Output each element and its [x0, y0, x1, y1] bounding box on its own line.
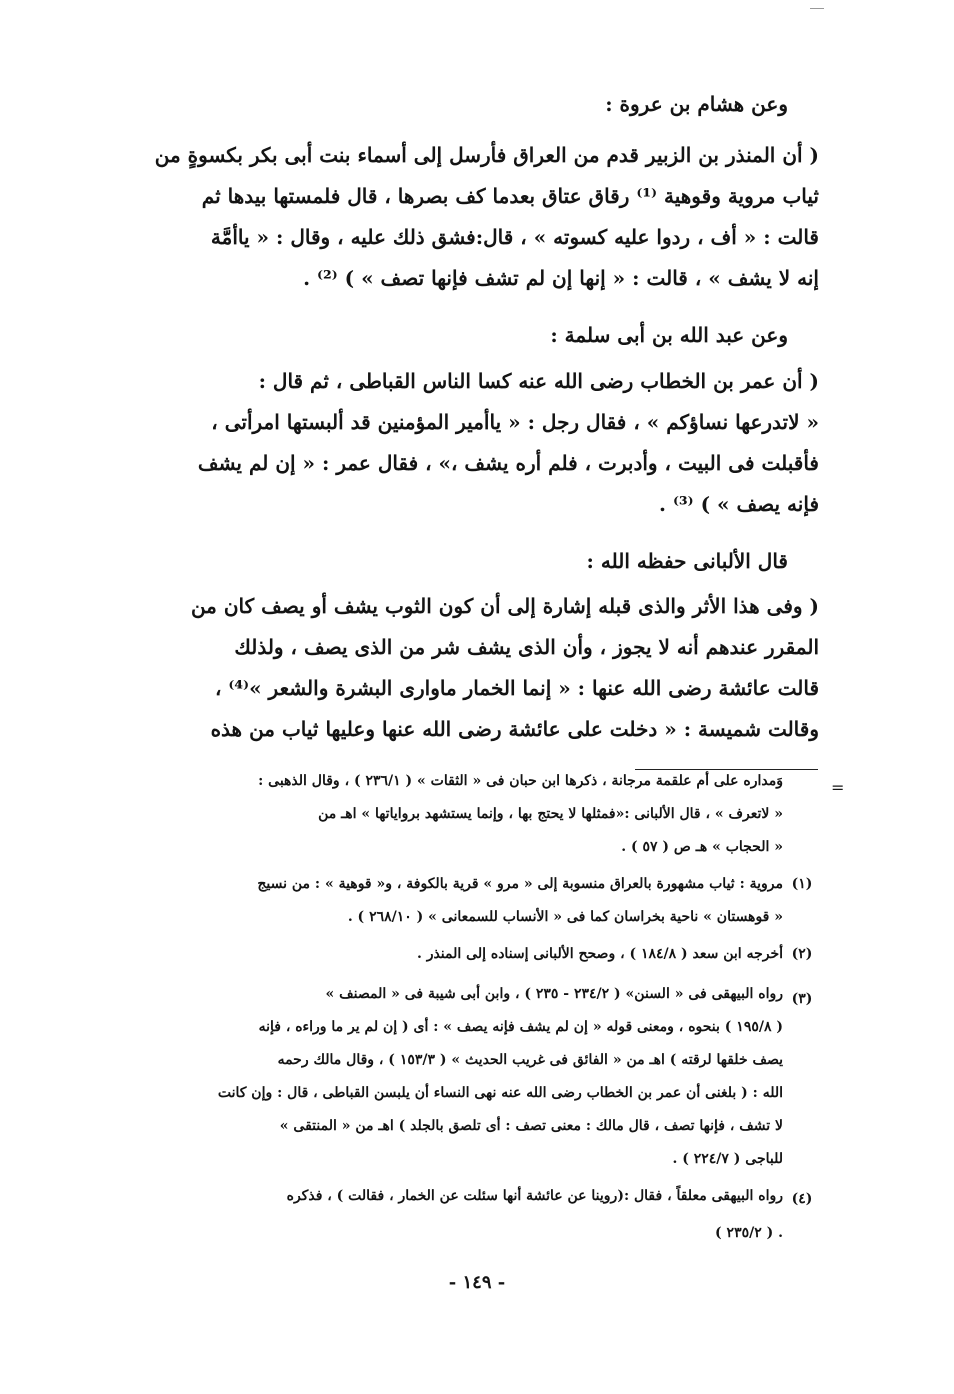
para2-heading: وعن عبد الله بن أبى سلمة :	[550, 323, 788, 347]
para3-line-4: وقالت شميسة : « دخلت على عائشة رضى الله عنها وعليها ثياب من هذه	[210, 717, 819, 741]
footnote-2-number: (٢)	[791, 946, 813, 962]
footnote-4-line-1: رواه البيهقى معلقاً ، فقال :(روينا عن عائشة أنها سئلت عن الخمار ، فقالت ) ، فذكره	[286, 1188, 783, 1204]
footnote-2-line-1: أخرجه ابن سعد ( ١٨٤/٨ ) ، وصحح الألبانى إسناده إلى المنذر .	[416, 946, 783, 962]
footnote-3-line-2: ( ١٩٥/٨ ) بنحوه ، ومعنى قوله « إن لم يشف فإنه يصف » : أى ( إن لم ير ما وراءه ، فإنه	[258, 1019, 783, 1035]
footnote-1-line-2: « قوهستان » ناحية بخراسان كما فى « الأنساب للسمعانى » ( ٢٦٨/١٠ ) .	[347, 909, 783, 925]
footnote-3-line-1: رواه البيهقى فى « السنن» ( ٢٣٤/٢ - ٢٣٥ ) ، وابن أبى شيبة فى « المصنف »	[325, 986, 783, 1002]
para1-line-3: قالت : « أف ، ردوا عليه كسوته » ، قال:فشق ذلك عليه ، وقال : « ياأمَّة	[210, 225, 819, 249]
footnote-3-line-5: لا تشف ، فإنها تصف ، قال مالك : معنى تصف : أى تلصق بالجلد ) اهـ من « المنتقى »	[279, 1118, 783, 1134]
para2-line-3: فأقبلت فى البيت ، وأدبرت ، فلم أره يشف ،» ، فقال عمر : « إن لم يشف	[197, 451, 819, 475]
footnote-3-line-6: للباجى ( ٢٢٤/٧ ) .	[672, 1151, 783, 1167]
footnote-3-number: (٣)	[791, 991, 813, 1007]
para2-line-1: ( أن عمر بن الخطاب رضى الله عنه كسا الناس القباطى ، ثم قال :	[258, 369, 819, 393]
corner-mark	[810, 8, 824, 9]
footnote-continuation-line-2: « لاتعرف » ، قال الألبانى :«فمثلها لا يحتج بها ، وإنما يستشهد برواياتها » اهـ من	[318, 806, 783, 822]
footnote-1-number: (١)	[791, 876, 813, 892]
para3-heading: قال الألبانى حفظه الله :	[586, 549, 788, 573]
footnote-1-line-1: مروية : ثياب مشهورة بالعراق منسوبة إلى « مرو » قرية بالكوفة ، و« قوهية » : من نسيج	[257, 876, 783, 892]
para1-line-4: إنه لا يشف » ، قالت : « إنها إن لم تشف فإنها تصف » ) ⁽²⁾ .	[303, 266, 819, 290]
page-number: - ١٤٩ -	[448, 1272, 506, 1293]
footnote-separator	[635, 769, 818, 770]
para1-heading: وعن هشام بن عروة :	[605, 92, 788, 116]
footnote-3-line-3: يصف خلقها لرقته ) اهـ من « الفائق فى غريب الحديث » ( ١٥٣/٣ ) ، وقال مالك رحمه	[277, 1052, 783, 1068]
para2-line-4: فإنه يصف » ) ⁽³⁾ .	[659, 492, 819, 516]
footnote-continuation-line-3: « الحجاب » هـ ص ( ٥٧ ) .	[621, 839, 783, 855]
footnote-4-number: (٤)	[791, 1191, 813, 1207]
para3-line-3: قالت عائشة رضى الله عنها : « إنما الخمار ماوارى البشرة والشعر »⁽⁴⁾ ،	[214, 676, 819, 700]
footnote-4-line-2: ( ٢٣٥/٢ ) .	[715, 1225, 783, 1241]
footnote-continuation-line-1: وَمداره على أم علقمة مرجانة ، ذكرها ابن حبان فى « الثقات » ( ٢٣٦/١ ) ، وقال الذهبى :	[258, 773, 783, 789]
para1-line-2: ثياب مروية وقوهية ⁽¹⁾ رقاق عتاق بعدما كف بصرها ، قال فلمستها بيدها ثم	[201, 184, 819, 208]
para3-line-2: المقرر عندهم أنه لا يجوز ، وأن الذى يشف شر من الذى يصف ، ولذلك	[234, 635, 819, 659]
para3-line-1: ( وفى هذا الأثر والذى قبله إشارة إلى أن كون الثوب يشف أو يصف كان من	[190, 594, 819, 618]
footnote-3-line-4: الله : ( بلغنى أن عمر بن الخطاب رضى الله عنه نهى النساء أن يلبسن القباطى ، قال : وإن كانت	[217, 1085, 783, 1101]
para2-line-2: « لاتدرعها نساؤكم » ، فقال رجل : « ياأمير المؤمنين قد ألبستها امرأتى ،	[211, 410, 819, 434]
footnote-continuation-mark: =	[831, 778, 845, 797]
para1-line-1: ( أن المنذر بن الزبير قدم من العراق فأرسل إلى أسماء بنت أبى بكر بكسوةٍ من	[154, 143, 819, 167]
